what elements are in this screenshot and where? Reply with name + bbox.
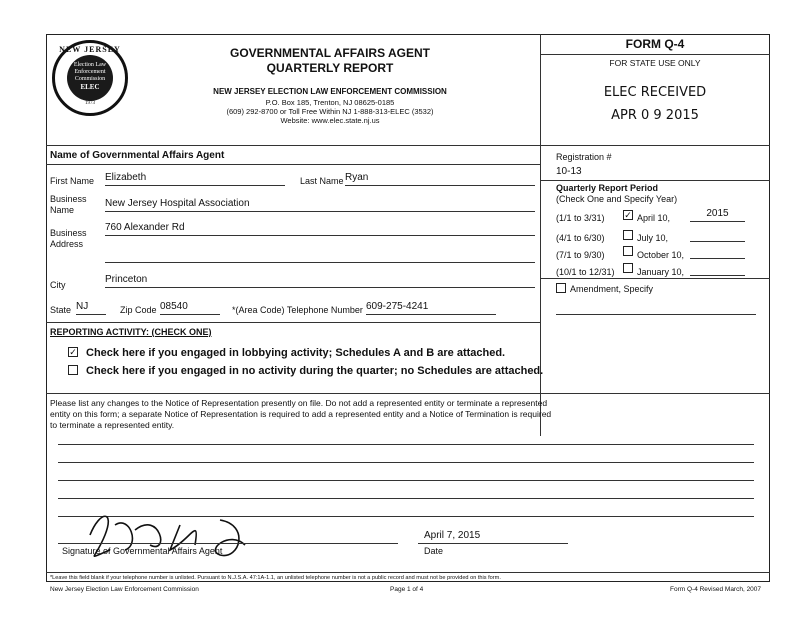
changes-line-field-1[interactable] — [58, 444, 754, 445]
signature-line[interactable] — [58, 543, 398, 544]
period-row-3-due: October 10, — [637, 250, 685, 260]
period-row-2-checkbox[interactable] — [623, 230, 633, 240]
changes-line-1: Please list any changes to the Notice of Representation presently on file. Do not add a represented entity or terminate a represented — [50, 398, 548, 408]
agent-title-underline — [46, 164, 540, 165]
period-row-4-year[interactable] — [690, 262, 745, 276]
header-divider — [46, 145, 770, 146]
business-name-label-1: Business — [50, 194, 87, 204]
period-row-3-checkbox[interactable] — [623, 246, 633, 256]
registration-label: Registration # — [556, 152, 612, 162]
commission-address: P.O. Box 185, Trenton, NJ 08625-0185 — [265, 98, 395, 107]
zip-label: Zip Code — [120, 305, 157, 315]
changes-line-field-4[interactable] — [58, 498, 754, 499]
footer-right: Form Q-4 Revised March, 2007 — [670, 586, 762, 593]
commission-phone: (609) 292-8700 or Toll Free Within NJ 1-888-313-ELEC (3532) — [226, 107, 434, 116]
period-row-2-range: (4/1 to 6/30) — [556, 233, 605, 243]
footer-left: New Jersey Election Law Enforcement Commission — [50, 586, 199, 593]
period-row-3-range: (7/1 to 9/30) — [556, 250, 605, 260]
city-field[interactable]: Princeton — [105, 274, 535, 288]
signature-date-field[interactable]: April 7, 2015 — [424, 530, 481, 541]
business-address-field[interactable]: 760 Alexander Rd — [105, 222, 535, 236]
state-field[interactable]: NJ — [76, 301, 106, 315]
no-activity-checkbox[interactable] — [68, 365, 78, 375]
period-row-1-range: (1/1 to 3/31) — [556, 213, 605, 223]
period-subtitle: (Check One and Specify Year) — [556, 194, 678, 204]
lobbying-activity-checkbox[interactable]: ✓ — [69, 347, 77, 357]
period-row-3-year[interactable] — [690, 245, 745, 259]
period-row-2-due: July 10, — [637, 233, 669, 243]
changes-line-2: entity on this form; a separate Notice of Representation is required to add a represented entity and a Notice of Termination is required — [50, 409, 552, 419]
date-line — [418, 543, 568, 544]
footer-page: Page 1 of 4 — [390, 586, 424, 593]
state-label: State — [50, 305, 72, 315]
elec-seal-logo — [52, 40, 128, 116]
first-name-field[interactable]: Elizabeth — [105, 172, 285, 186]
received-stamp-line1: ELEC RECEIVED — [603, 85, 707, 100]
period-row-4-checkbox[interactable] — [623, 263, 633, 273]
commission-name: NEW JERSEY ELECTION LAW ENFORCEMENT COMMISSION — [213, 87, 447, 96]
business-name-label-2: Name — [50, 205, 75, 215]
changes-divider — [46, 393, 770, 394]
phone-label: *(Area Code) Telephone Number — [232, 305, 363, 315]
activity-title: REPORTING ACTIVITY: (CHECK ONE) — [50, 327, 212, 337]
seal-center — [67, 55, 113, 101]
changes-instructions — [50, 398, 551, 431]
registration-field[interactable]: 10-13 — [556, 166, 582, 177]
zip-field[interactable]: 08540 — [160, 301, 220, 315]
period-row-4-due: January 10, — [637, 267, 685, 277]
business-address-label-2: Address — [50, 239, 84, 249]
phone-field[interactable]: 609-275-4241 — [366, 301, 496, 315]
footer-note: *Leave this field blank if your telephone number is unlisted. Pursuant to N.J.S.A. 47:1A-1.1, an unlisted telephone number is not a public record and must not be provided on this form. — [50, 575, 501, 581]
signature-label: Signature of Governmental Affairs Agent — [62, 546, 223, 556]
handwritten-signature — [70, 505, 270, 565]
seal-top-text: NEW JERSEY — [59, 45, 121, 54]
amendment-line — [556, 314, 756, 315]
amendment-checkbox[interactable] — [556, 283, 566, 293]
changes-line-field-2[interactable] — [58, 462, 754, 463]
seal-center-text: Election Law Enforcement Commission — [73, 62, 107, 82]
city-label: City — [50, 280, 66, 290]
date-label: Date — [424, 546, 444, 556]
received-stamp-line2: APR 0 9 2015 — [611, 108, 699, 123]
period-row-1-checkbox[interactable]: ✓ — [624, 210, 632, 220]
no-activity-label: Check here if you engaged in no activity during the quarter; no Schedules are attached. — [86, 365, 544, 377]
business-name-field[interactable]: New Jersey Hospital Association — [105, 198, 535, 212]
period-row-2-year[interactable] — [690, 228, 745, 242]
agent-section-title: Name of Governmental Affairs Agent — [50, 150, 225, 161]
activity-divider — [46, 322, 540, 323]
form-title-line1: GOVERNMENTAL AFFAIRS AGENT — [229, 46, 430, 60]
commission-website: Website: www.elec.state.nj.us — [280, 116, 380, 125]
lobbying-activity-label: Check here if you engaged in lobbying activity; Schedules A and B are attached. — [86, 347, 506, 359]
changes-line-3: to terminate a represented entity. — [50, 420, 175, 430]
seal-monogram: ELEC — [80, 83, 100, 91]
form-id-divider — [540, 54, 770, 55]
form-title-line2: QUARTERLY REPORT — [266, 61, 394, 75]
state-use-label: FOR STATE USE ONLY — [609, 58, 701, 68]
form-id: FORM Q-4 — [625, 37, 685, 51]
registration-divider — [540, 180, 770, 181]
business-address-line2 — [105, 262, 535, 263]
business-address-label-1: Business — [50, 228, 87, 238]
period-row-1-due: April 10, — [637, 213, 671, 223]
last-name-label: Last Name — [300, 176, 344, 186]
first-name-label: First Name — [50, 176, 95, 186]
last-name-field[interactable]: Ryan — [345, 172, 535, 186]
period-row-4-range: (10/1 to 12/31) — [556, 267, 615, 277]
period-title: Quarterly Report Period — [556, 183, 659, 193]
period-divider — [540, 278, 770, 279]
footer-divider — [46, 572, 770, 573]
period-row-1-year[interactable]: 2015 — [690, 208, 745, 222]
amendment-label: Amendment, Specify — [570, 284, 654, 294]
seal-year: 1973 — [85, 101, 95, 106]
changes-line-field-3[interactable] — [58, 480, 754, 481]
